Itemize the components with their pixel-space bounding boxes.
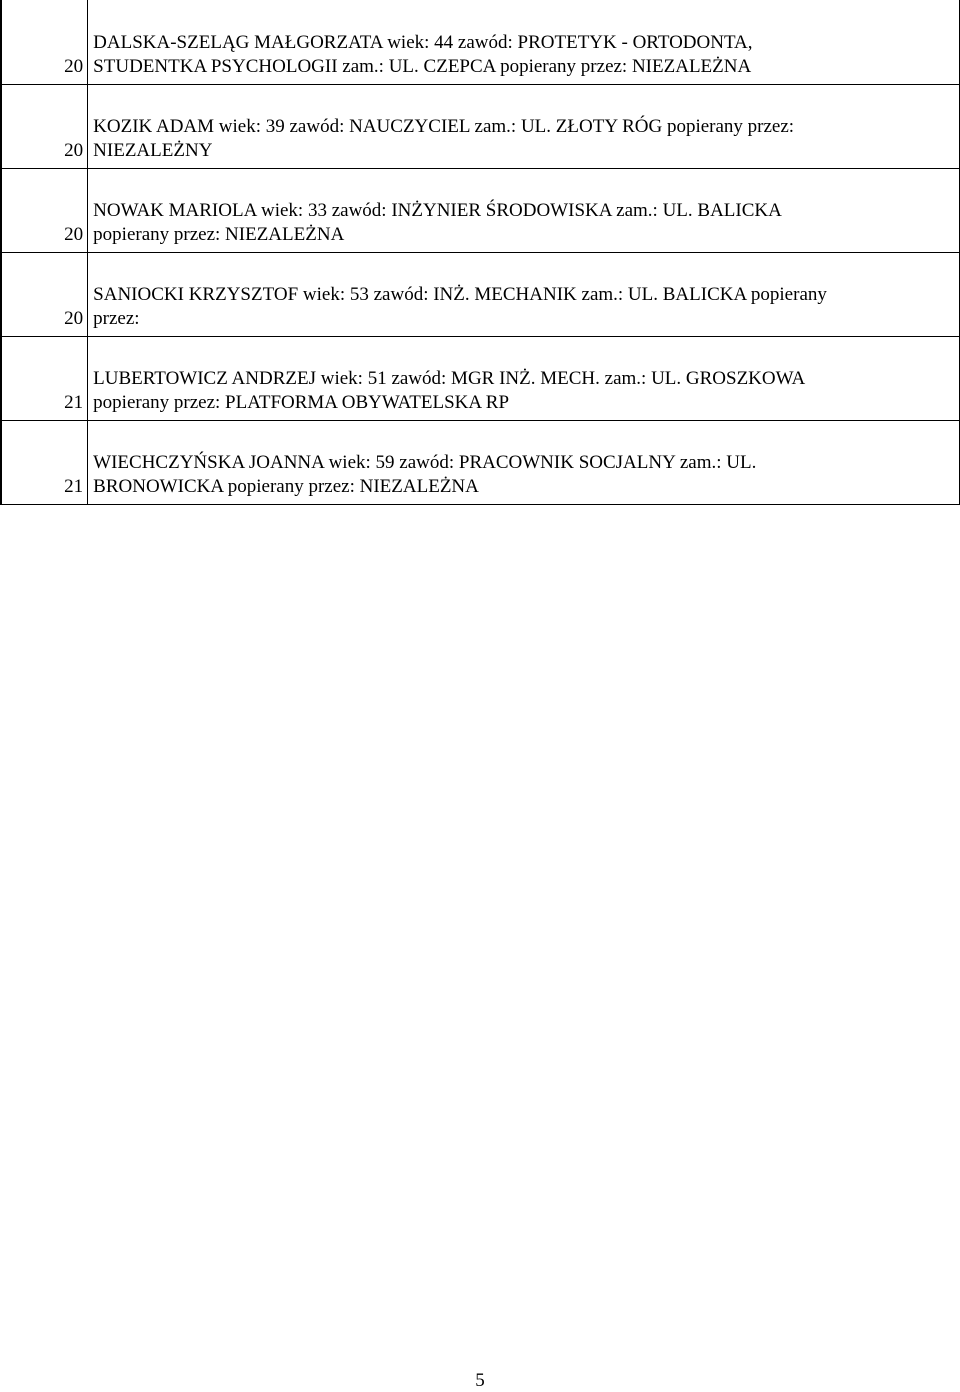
candidate-entry-line: BRONOWICKA popierany przez: NIEZALEŻNA <box>93 476 479 497</box>
candidate-entry-line: KOZIK ADAM wiek: 39 zawód: NAUCZYCIEL zam.: UL. ZŁOTY RÓG popierany przez: <box>93 116 795 137</box>
district-number: 21 <box>2 421 88 505</box>
candidate-table <box>0 0 960 505</box>
candidate-entry-line: NIEZALEŻNY <box>93 140 213 161</box>
candidate-entry <box>88 421 960 505</box>
candidate-entry-line: popierany przez: NIEZALEŻNA <box>93 224 345 245</box>
district-number: 20 <box>2 253 88 337</box>
page-number: 5 <box>475 1370 485 1391</box>
table-row <box>1 0 960 85</box>
table-row <box>1 85 960 169</box>
candidate-entry <box>88 85 960 169</box>
candidate-entry-line: przez: <box>93 308 140 329</box>
candidate-entry-line: NOWAK MARIOLA wiek: 33 zawód: INŻYNIER ŚRODOWISKA zam.: UL. BALICKA <box>93 200 782 221</box>
candidate-entry <box>88 0 960 85</box>
table-row <box>1 421 960 505</box>
district-number: 20 <box>2 169 88 253</box>
candidate-entry-line: DALSKA-SZELĄG MAŁGORZATA wiek: 44 zawód: PROTETYK - ORTODONTA, <box>93 32 753 53</box>
candidate-entry <box>88 253 960 337</box>
table-row <box>1 337 960 421</box>
candidate-entry-line: LUBERTOWICZ ANDRZEJ wiek: 51 zawód: MGR INŻ. MECH. zam.: UL. GROSZKOWA <box>93 368 806 389</box>
district-number: 21 <box>2 337 88 421</box>
district-number: 20 <box>2 85 88 169</box>
district-number: 20 <box>2 0 88 85</box>
candidate-entry-line: WIECHCZYŃSKA JOANNA wiek: 59 zawód: PRACOWNIK SOCJALNY zam.: UL. <box>93 452 757 473</box>
candidate-entry-line: SANIOCKI KRZYSZTOF wiek: 53 zawód: INŻ. MECHANIK zam.: UL. BALICKA popierany <box>93 284 827 305</box>
candidate-entry-line: STUDENTKA PSYCHOLOGII zam.: UL. CZEPCA popierany przez: NIEZALEŻNA <box>93 56 752 77</box>
table-row <box>1 169 960 253</box>
candidate-entry-line: popierany przez: PLATFORMA OBYWATELSKA RP <box>93 392 510 413</box>
candidate-entry <box>88 337 960 421</box>
candidate-entry <box>88 169 960 253</box>
table-row <box>1 253 960 337</box>
